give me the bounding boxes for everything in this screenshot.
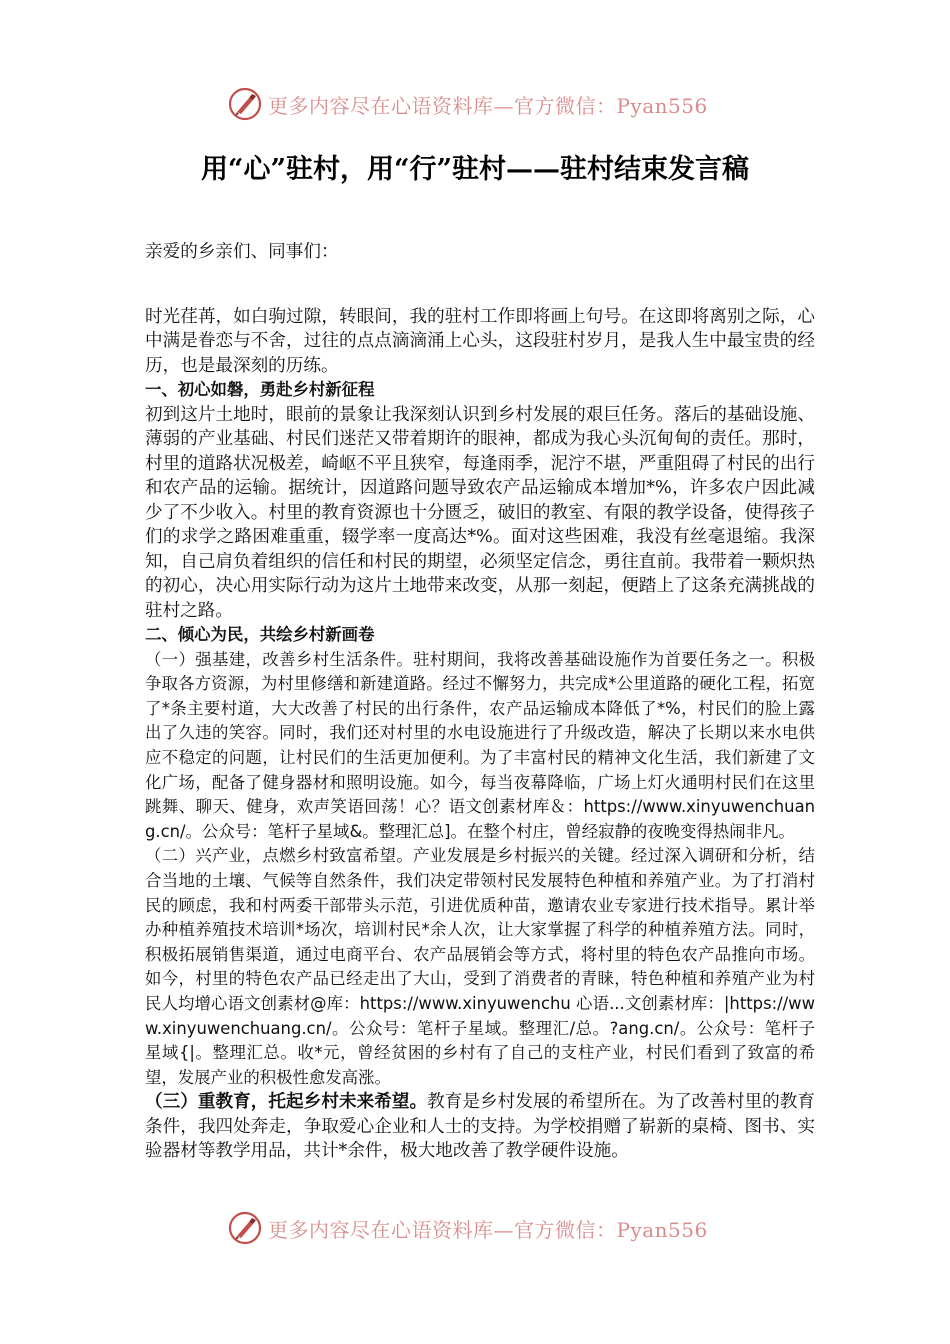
greeting: 亲爱的乡亲们、同事们： — [145, 242, 339, 262]
footer-banner-text: 更多内容尽在心语资料库—官方微信：Pyan556 — [268, 1217, 708, 1242]
header-banner — [228, 84, 788, 124]
document-title: 用“心”驻村，用“行”驻村——驻村结束发言稿 — [200, 154, 750, 185]
subsection3-lead: （三）重教育，托起乡村未来希望。 — [145, 1091, 428, 1113]
section2-heading: 二、倾心为民，共绘乡村新画卷 — [145, 625, 375, 645]
document-body — [145, 240, 815, 1164]
section1-heading: 一、初心如磐，勇赴乡村新征程 — [145, 380, 375, 399]
subsection3-paragraph — [145, 1090, 815, 1164]
subsection3-text: 教育是乡村发展的希望所在。为了改善村里的教育条件，我四处奔走，争取爱心企业和人士的支持。为学校捐赠了崭新的桌椅、图书、实验器材等教学用品，共计*余件，极大地改善了教学硬件设施。 — [145, 1092, 815, 1162]
pen-logo-icon — [228, 87, 262, 121]
header-banner-text: 更多内容尽在心语资料库—官方微信：Pyan556 — [268, 93, 708, 118]
intro-paragraph: 时光荏苒，如白驹过隙，转眼间，我的驻村工作即将画上句号。在这即将离别之际，心中满是眷恋与不舍，过往的点点滴滴涌上心头，这段驻村岁月，是我人生中最宝贵的经历，也是最深刻的历练。 — [145, 306, 815, 376]
pen-logo-icon — [228, 1211, 262, 1245]
section1-paragraph: 初到这片土地时，眼前的景象让我深刻认识到乡村发展的艰巨任务。落后的基础设施、薄弱的产业基础、村民们迷茫又带着期许的眼神，都成为我心头沉甸甸的责任。那时，村里的道路状况极差，崎岖不平且狭窄，每逢雨季，泥泞不堪，严重阻碍了村民的出行和农产品的运输。据统计，因道路问题导致农产品运输成本增加*%，许多农户因此减少了不少收入。村里的教育资源也十分匮乏，破旧的教室、有限的教学设备，使得孩子们的求学之路困难重重，辍学率一度高达*%。面对这些困难，我没有丝毫退缩。我深知，自己肩负着组织的信任和村民的期望，必须坚定信念，勇往直前。我带着一颗炽热的初心，决心用实际行动为这片土地带来改变，从那一刻起，便踏上了这条充满挑战的驻村之路。 — [145, 404, 815, 621]
subsection1-paragraph: （一）强基建，改善乡村生活条件。驻村期间，我将改善基础设施作为首要任务之一。积极争取各方资源，为村里修缮和新建道路。经过不懈努力，共完成*公里道路的硬化工程，拓宽了*条主要村道，大大改善了村民的出行条件，农产品运输成本降低了*%，村民们的脸上露出了久违的笑容。同时，我们还对村里的水电设施进行了升级改造，解决了长期以来水电供应不稳定的问题，让村民们的生活更加便利。为了丰富村民的精神文化生活，我们新建了文化广场，配备了健身器材和照明设施。如今，每当夜幕降临，广场上灯火通明村民们在这里跳舞、聊天、健身，欢声笑语回荡！心？语文创素材库＆：https://www.xinyuwenchuang.cn/。公众号：笔杆子星域&。整理汇总]。在整个村庄，曾经寂静的夜晚变得热闹非凡。 — [145, 649, 815, 841]
footer-banner — [228, 1208, 788, 1248]
subsection2-paragraph: （二）兴产业，点燃乡村致富希望。产业发展是乡村振兴的关键。经过深入调研和分析，结合当地的土壤、气候等自然条件，我们决定带领村民发展特色种植和养殖产业。为了打消村民的顾虑，我和村两委干部带头示范，引进优质种苗，邀请农业专家进行技术指导。累计举办种植养殖技术培训*场次，培训村民*余人次，让大家掌握了科学的种植养殖方法。同时，积极拓展销售渠道，通过电商平台、农产品展销会等方式，将村里的特色农产品推向市场。如今，村里的特色农产品已经走出了大山，受到了消费者的青睐，特色种植和养殖产业为村民人均增心语文创素材@库：https://www.xinyuwenchu 心语...文创素材库：|https://www.xinyuwenchuang.cn/。公众号：笔杆子星域。整理汇/总。?ang.cn/。公众号：笔杆子星域{|。整理汇总。收*元，曾经贫困的乡村有了自己的支柱产业，村民们看到了致富的希望，发展产业的积极性愈发高涨。 — [145, 846, 815, 1087]
